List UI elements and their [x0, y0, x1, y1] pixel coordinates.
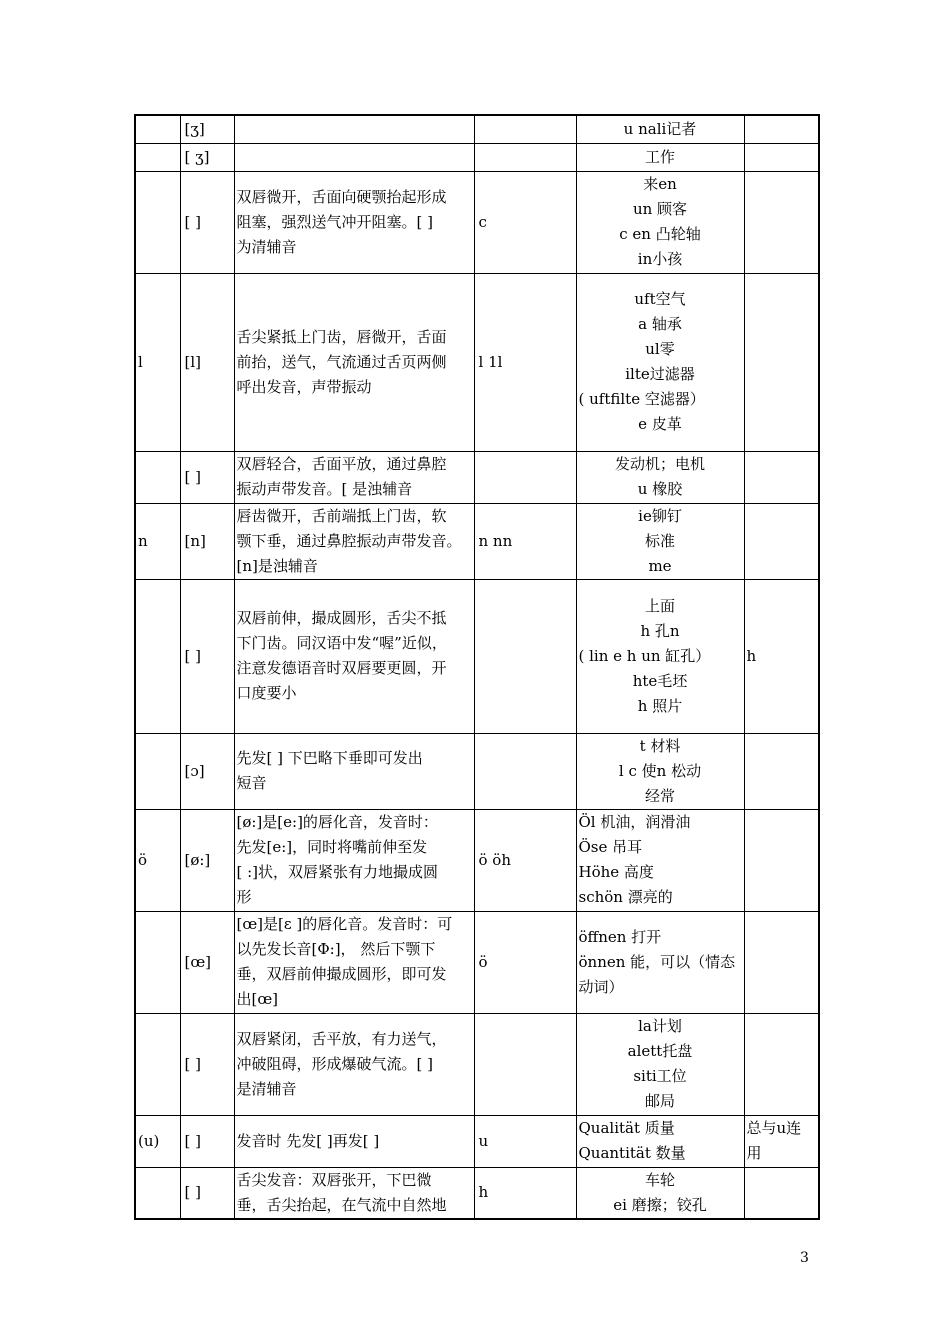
table-row: [135, 503, 819, 579]
phonetics-table-body: [135, 115, 819, 1219]
table-row: [135, 1167, 819, 1219]
example-line: Höhe 高度: [578, 863, 654, 881]
spelling-cell: [474, 1167, 576, 1219]
table-row: [135, 579, 819, 733]
note-cell: [744, 503, 819, 579]
description-line: 颚下垂，通过鼻腔振动声带发音。: [236, 531, 462, 550]
description-line: 口度要小: [236, 684, 297, 702]
ipa-cell: [180, 503, 234, 579]
spelling-text: c: [478, 212, 487, 231]
description-line: 阻塞，强烈送气冲开阻塞。[ ]: [236, 212, 433, 231]
table-row: [135, 1115, 819, 1167]
description-cell: [234, 115, 474, 143]
description-line: [n]是浊辅音: [236, 556, 318, 575]
description-line: 下门齿。同汉语中发“喔”近似，: [236, 634, 447, 652]
example-line: Öl 机油，润滑油: [578, 813, 691, 831]
description-cell: [234, 1013, 474, 1115]
ipa-cell: [180, 809, 234, 911]
ipa-text: [ ]: [184, 646, 201, 665]
ipa-text: [n]: [184, 531, 206, 550]
example-line: e 皮革: [638, 415, 682, 433]
ipa-text: [l]: [184, 352, 202, 371]
example-line: u nali记者: [623, 119, 697, 138]
spelling-cell: [474, 273, 576, 451]
example-line: ie铆钉: [638, 506, 682, 525]
spelling-text: ö: [478, 952, 488, 971]
examples-cell: [576, 733, 744, 809]
example-line: Öse 吊耳: [578, 838, 643, 856]
note-cell: [744, 1115, 819, 1167]
description-line: [œ]是[ɛ ]的唇化音。发音时：可: [236, 915, 453, 933]
description-line: 双唇微开，舌面向硬颚抬起形成: [236, 187, 447, 206]
example-line: in小孩: [637, 250, 683, 268]
spelling-text: l 1l: [478, 352, 503, 371]
example-line: u 橡胶: [637, 480, 683, 498]
example-line: a 轴承: [638, 315, 682, 333]
table-row: [135, 143, 819, 171]
ipa-cell: [180, 1013, 234, 1115]
example-line: 来en: [643, 175, 677, 193]
ipa-text: [ ]: [184, 1183, 201, 1202]
example-line: ul零: [645, 340, 675, 358]
description-cell: [234, 733, 474, 809]
note-cell: [744, 911, 819, 1013]
spelling-text: ö öh: [478, 850, 511, 869]
spelling-cell: [474, 143, 576, 171]
examples-cell: [576, 273, 744, 451]
ipa-cell: [180, 1115, 234, 1167]
example-line: ( lin e h un 缸孔）: [578, 646, 711, 665]
spelling-cell: [474, 1013, 576, 1115]
description-line: 注意发德语音时双唇要更圆，开: [236, 659, 447, 677]
example-line: h 孔n: [640, 621, 680, 640]
example-line: la计划: [638, 1017, 682, 1035]
note-text: h: [746, 646, 757, 665]
ipa-cell: [180, 579, 234, 733]
ipa-text: [œ]: [184, 952, 212, 971]
description-line: 为清辅音: [236, 237, 297, 256]
description-line: 双唇紧闭，舌平放，有力送气，: [236, 1029, 447, 1048]
note-cell: [744, 733, 819, 809]
spelling-text: h: [478, 1183, 489, 1202]
ipa-cell: [180, 1167, 234, 1219]
description-line: 呼出发音，声带振动: [236, 377, 372, 396]
ipa-text: [ɔ]: [184, 761, 205, 780]
description-line: 冲破阻碍，形成爆破气流。[ ]: [236, 1054, 433, 1073]
description-line: 形: [236, 888, 252, 906]
description-cell: [234, 171, 474, 273]
examples-cell: [576, 579, 744, 733]
description-cell: [234, 1167, 474, 1219]
description-cell: [234, 143, 474, 171]
example-line: t 材料: [639, 736, 681, 755]
example-line: schön 漂亮的: [578, 888, 673, 906]
table-row: [135, 809, 819, 911]
letter-text: (u): [138, 1131, 160, 1150]
note-text: 总与u连用: [746, 1119, 802, 1162]
spelling-cell: [474, 503, 576, 579]
spelling-cell: [474, 579, 576, 733]
description-line: [ :]状，双唇紧张有力地撮成圆: [236, 863, 439, 881]
examples-cell: [576, 115, 744, 143]
letter-cell: [135, 911, 180, 1013]
description-line: 振动声带发音。[ 是浊辅音: [236, 480, 413, 498]
ipa-cell: [180, 115, 234, 143]
note-cell: [744, 451, 819, 503]
examples-cell: [576, 1115, 744, 1167]
example-line: Quantität 数量: [578, 1144, 686, 1162]
example-line: c en 凸轮轴: [619, 225, 701, 243]
example-line: me: [648, 556, 672, 575]
example-line: 标准: [644, 531, 675, 550]
ipa-text: [ ]: [184, 1131, 201, 1150]
examples-cell: [576, 809, 744, 911]
phonetics-table: [134, 114, 820, 1220]
examples-cell: [576, 503, 744, 579]
example-line: ilte过滤器: [625, 365, 695, 383]
page-number: 3: [800, 1250, 809, 1266]
example-line: un 顾客: [632, 200, 688, 218]
description-line: 出[œ]: [236, 990, 279, 1008]
example-line: siti工位: [633, 1067, 687, 1085]
note-cell: [744, 579, 819, 733]
spelling-cell: [474, 911, 576, 1013]
letter-cell: [135, 1013, 180, 1115]
examples-cell: [576, 143, 744, 171]
table-row: [135, 1013, 819, 1115]
note-cell: [744, 115, 819, 143]
letter-cell: [135, 579, 180, 733]
description-line: 短音: [236, 774, 267, 792]
examples-cell: [576, 171, 744, 273]
letter-cell: [135, 171, 180, 273]
description-line: 双唇前伸，撮成圆形，舌尖不抵: [236, 609, 447, 627]
description-line: 舌尖紧抵上门齿，唇微开，舌面: [236, 327, 447, 346]
example-line: uft空气: [634, 290, 686, 308]
table-row: [135, 273, 819, 451]
letter-cell: [135, 273, 180, 451]
example-line: Qualität 质量: [578, 1119, 675, 1137]
description-cell: [234, 451, 474, 503]
ipa-text: [ʒ]: [184, 119, 205, 138]
example-line: önnen 能，可以（情态动词）: [578, 952, 736, 996]
spelling-cell: [474, 171, 576, 273]
spelling-cell: [474, 115, 576, 143]
description-line: 垂，双唇前伸撮成圆形，即可发: [236, 965, 447, 983]
description-cell: [234, 503, 474, 579]
note-cell: [744, 143, 819, 171]
letter-cell: [135, 503, 180, 579]
ipa-text: [ ]: [184, 212, 201, 231]
description-line: [ø:]是[e:]的唇化音，发音时：: [236, 813, 438, 831]
spelling-cell: [474, 733, 576, 809]
letter-cell: [135, 809, 180, 911]
spelling-cell: [474, 809, 576, 911]
description-line: 前抬，送气，气流通过舌页两侧: [236, 352, 447, 371]
example-line: 邮局: [644, 1092, 675, 1110]
letter-text: ö: [138, 850, 148, 869]
description-cell: [234, 809, 474, 911]
description-cell: [234, 1115, 474, 1167]
example-line: 车轮: [644, 1170, 675, 1189]
table-row: [135, 451, 819, 503]
letter-cell: [135, 733, 180, 809]
examples-cell: [576, 1013, 744, 1115]
spelling-cell: [474, 1115, 576, 1167]
description-line: 以先发长音[Φ:]， 然后下颚下: [236, 940, 436, 958]
example-line: alett托盘: [627, 1042, 693, 1060]
ipa-cell: [180, 733, 234, 809]
ipa-text: [ø:]: [184, 850, 211, 869]
description-line: 唇齿微开，舌前端抵上门齿，软: [236, 506, 447, 525]
example-line: ei 磨擦；铰孔: [613, 1195, 707, 1214]
phonetics-table-container: [134, 114, 818, 1220]
description-cell: [234, 273, 474, 451]
ipa-text: [ ʒ]: [184, 147, 210, 166]
description-line: 垂，舌尖抬起，在气流中自然地: [236, 1195, 447, 1214]
example-line: 发动机；电机: [614, 455, 705, 473]
description-line: 是清辅音: [236, 1079, 297, 1098]
letter-text: l: [138, 352, 143, 371]
ipa-text: [ ]: [184, 1054, 201, 1073]
note-cell: [744, 809, 819, 911]
ipa-cell: [180, 143, 234, 171]
example-line: 上面: [644, 596, 675, 615]
description-cell: [234, 911, 474, 1013]
examples-cell: [576, 451, 744, 503]
letter-cell: [135, 115, 180, 143]
ipa-text: [ ]: [184, 467, 201, 486]
letter-cell: [135, 143, 180, 171]
examples-cell: [576, 911, 744, 1013]
letter-cell: [135, 1167, 180, 1219]
letter-cell: [135, 451, 180, 503]
spelling-text: u: [478, 1131, 489, 1150]
letter-cell: [135, 1115, 180, 1167]
ipa-cell: [180, 171, 234, 273]
table-row: [135, 171, 819, 273]
example-line: 工作: [644, 147, 675, 166]
example-line: l c 使n 松动: [618, 761, 702, 780]
note-cell: [744, 273, 819, 451]
table-row: [135, 115, 819, 143]
ipa-cell: [180, 273, 234, 451]
note-cell: [744, 171, 819, 273]
ipa-cell: [180, 451, 234, 503]
description-cell: [234, 579, 474, 733]
spelling-text: n nn: [478, 531, 513, 550]
table-row: [135, 911, 819, 1013]
description-line: 先发[e:]，同时将嘴前伸至发: [236, 838, 428, 856]
example-line: 经常: [644, 786, 675, 805]
spelling-cell: [474, 451, 576, 503]
description-line: 双唇轻合，舌面平放，通过鼻腔: [236, 455, 447, 473]
description-line: 先发[ ] 下巴略下垂即可发出: [236, 749, 423, 767]
note-cell: [744, 1167, 819, 1219]
examples-cell: [576, 1167, 744, 1219]
example-line: ( uftfilte 空滤器）: [578, 390, 705, 408]
description-line: 舌尖发音：双唇张开，下巴微: [236, 1170, 432, 1189]
ipa-cell: [180, 911, 234, 1013]
example-line: öffnen 打开: [578, 927, 662, 946]
description-line: 发音时 先发[ ]再发[ ]: [236, 1131, 380, 1150]
letter-text: n: [138, 531, 148, 550]
table-row: [135, 733, 819, 809]
example-line: hte毛坯: [632, 671, 688, 690]
note-cell: [744, 1013, 819, 1115]
example-line: h 照片: [637, 696, 683, 715]
